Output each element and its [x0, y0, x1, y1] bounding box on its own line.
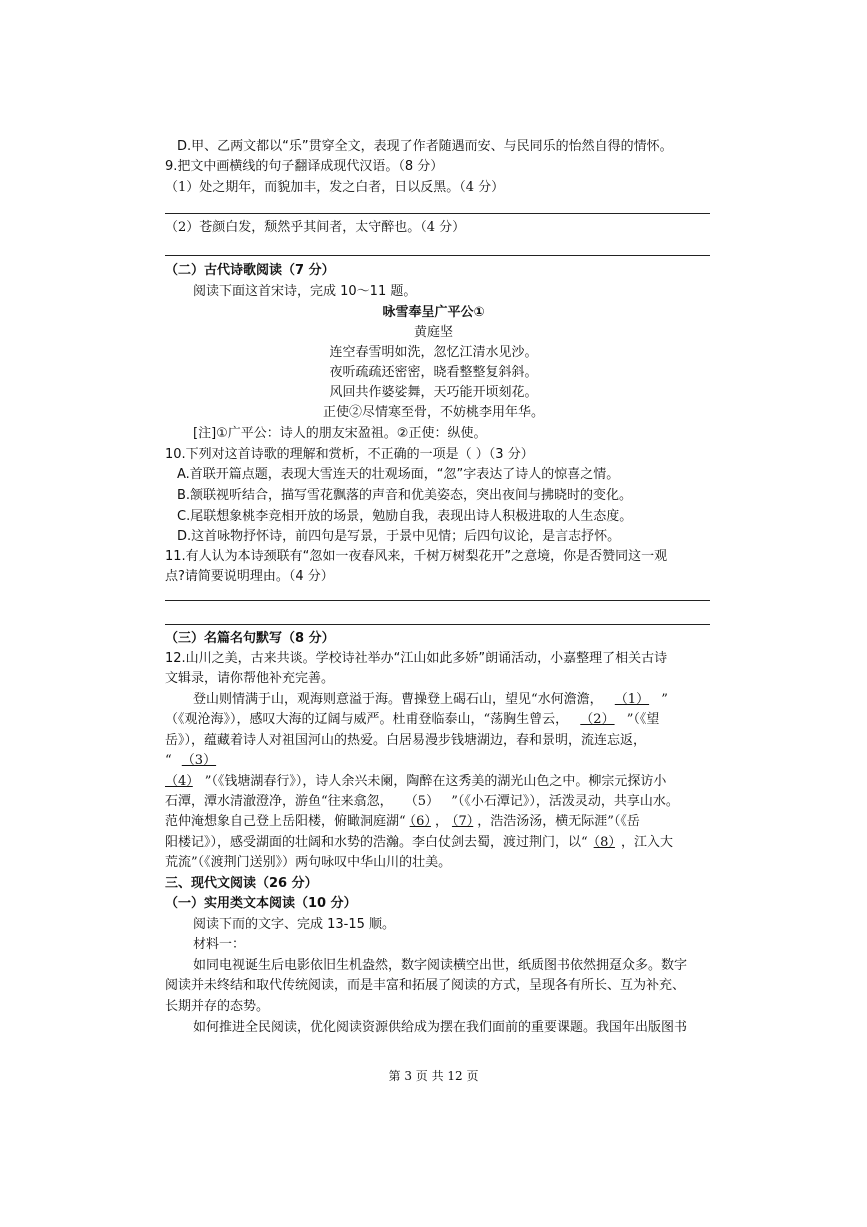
poetry-intro: 阅读下面这首宋诗，完成 10～11 题。	[193, 284, 417, 299]
q9-sentence-2: （2）苍颜白发，颓然乎其间者，太守醉也。（4 分）	[165, 220, 466, 235]
answer-line	[165, 255, 710, 256]
poem-line: 夜听疏疏还密密，晓看整整复斜斜。	[329, 365, 538, 380]
recitation-line: “ （3）	[165, 751, 222, 771]
recitation-line: 石潭，潭水清澈澄净，游鱼“往来翕忽， （5） ”（《小石潭记》），活泼灵动，共享山水。	[165, 794, 679, 809]
material-label: 材料一：	[193, 937, 246, 952]
q10-option-a: A.首联开篇点题，表现大雪连天的壮观场面，“忽”字表达了诗人的惊喜之情。	[177, 467, 620, 482]
q8-option-d: D.甲、乙两文都以“乐”贯穿全文，表现了作者随遇而安、与民同乐的怡然自得的情怀。	[177, 139, 673, 154]
page-footer: 第 3 页 共 12 页	[388, 1069, 479, 1083]
poem-author: 黄庭坚	[413, 325, 453, 340]
reading-intro: 阅读下而的文字、完成 13-15 顺。	[193, 917, 396, 932]
blank-2: （2）	[580, 712, 615, 727]
subsection-heading-practical: （一）实用类文本阅读（10 分）	[165, 896, 357, 911]
blank-8: （8）	[593, 835, 615, 850]
q10-option-b: B.颔联视听结合，描写雪花飘落的声音和优美姿态，突出夜间与拂晓时的变化。	[177, 488, 633, 503]
material-text: 如何推进全民阅读，优化阅读资源供给成为摆在我们面前的重要课题。我国年出版图书	[193, 1020, 688, 1035]
q11-stem-line-2: 点?请简要说明理由。（4 分）	[165, 569, 334, 584]
material-text: 如同电视诞生后电影依旧生机盎然，数字阅读横空出世，纸质图书依然拥趸众多。数字	[193, 958, 688, 973]
recitation-line: 岳》），蕴藏着诗人对祖国河山的热爱。白居易漫步钱塘湖边，春和景明，流连忘返，	[165, 733, 647, 748]
recitation-line: 范仲淹想象自己登上岳阳楼，俯瞰洞庭湖“ （6） ， （7） ，浩浩汤汤，横无际涯”（《岳	[165, 814, 640, 829]
blank-3: （3）	[181, 753, 217, 768]
q11-stem-line-1: 11.有人认为本诗颈联有“忽如一夜春风来，千树万树梨花开”之意境，你是否赞同这一观	[165, 549, 668, 564]
recitation-line: （4） ”（《钱塘湖春行》），诗人余兴未阑，陶醉在这秀美的湖光山色之中。柳宗元探访小	[165, 774, 667, 789]
poem-note: [注]①广平公：诗人的朋友宋盈祖。②正使：纵使。	[193, 426, 487, 441]
section-heading-poetry: （二）古代诗歌阅读（7 分）	[165, 263, 335, 278]
recitation-line: 阳楼记》），感受湖面的壮阔和水势的浩瀚。李白仗剑去蜀，渡过荆门，以“ （8） ，江入大	[165, 835, 673, 850]
q10-option-c: C.尾联想象桃李竞相开放的场景，勉励自我，表现出诗人积极进取的人生态度。	[177, 509, 633, 524]
q12-stem-line-1: 12.山川之美，古来共谈。学校诗社举办“江山如此多娇”朗诵活动，小嘉整理了相关古诗	[165, 651, 668, 666]
answer-line	[165, 600, 710, 601]
blank-5: （5）	[404, 794, 440, 809]
q9-sentence-1: （1）处之期年，而貌加丰，发之白者，日以反黑。（4 分）	[165, 180, 505, 195]
poem-title: 咏雪奉呈广平公①	[382, 305, 485, 320]
recitation-line: 登山则情满于山，观海则意溢于海。曹操登上碣石山，望见“水何澹澹， （1） ”	[193, 692, 668, 707]
material-text: 阅读并未终结和取代传统阅读，而是丰富和拓展了阅读的方式，呈现各有所长、互为补充、	[165, 978, 686, 993]
recitation-line: （《观沧海》），感叹大海的辽阔与威严。杜甫登临泰山，“荡胸生曾云， （2） ”（《望	[165, 712, 660, 727]
q12-stem-line-2: 文辑录，请你帮他补充完善。	[165, 671, 335, 686]
blank-7: （7）	[451, 814, 474, 829]
blank-4: （4）	[165, 774, 193, 789]
answer-line	[165, 213, 710, 214]
recitation-line: 荒流”（《渡荆门送别》）两句咏叹中华山川的壮美。	[165, 855, 452, 870]
answer-line	[165, 624, 710, 625]
poem-line: 风回共作婆娑舞，天巧能开顷刻花。	[329, 385, 538, 400]
q9-stem: 9.把文中画横线的句子翻译成现代汉语。（8 分）	[165, 159, 444, 174]
part-heading-modern-reading: 三、现代文阅读（26 分）	[165, 876, 318, 891]
blank-1: （1）	[614, 692, 650, 707]
q10-stem: 10.下列对这首诗歌的理解和赏析，不正确的一项是（ ）（3 分）	[165, 447, 534, 462]
blank-6: （6）	[409, 814, 431, 829]
poem-line: 连空春雪明如洗，忽忆江清水见沙。	[329, 345, 538, 360]
poem-line: 正使②尽情寒至骨，不妨桃李用年华。	[322, 405, 544, 420]
section-heading-recitation: （三）名篇名句默写（8 分）	[165, 631, 335, 646]
material-text: 长期并存的态势。	[165, 999, 270, 1014]
q10-option-d: D.这首咏物抒怀诗，前四句是写景，于景中见情；后四句议论，是言志抒怀。	[177, 529, 621, 544]
